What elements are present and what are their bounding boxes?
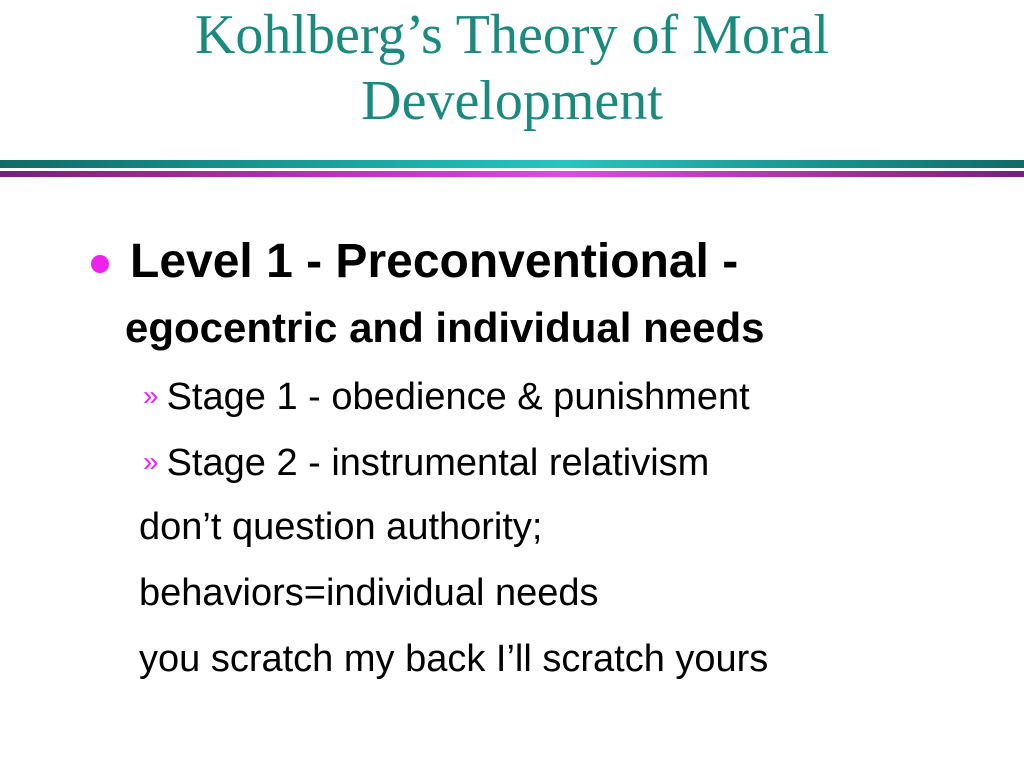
slide-title-line-2: Development: [361, 70, 663, 132]
level-heading-line-1: Level 1 - Preconventional -: [130, 235, 739, 288]
title-divider-magenta: [0, 171, 1024, 177]
note-line-1: don’t question authority;: [139, 506, 543, 548]
stage-item-1: [143, 372, 750, 421]
double-chevron-icon: »: [143, 446, 159, 477]
stage-item-2-label: Stage 2 - instrumental relativism: [166, 442, 710, 484]
slide-title: [0, 2, 1024, 134]
stage-item-2: [143, 438, 709, 487]
note-line-3: you scratch my back I’ll scratch yours: [139, 638, 769, 680]
title-divider-teal: [0, 160, 1024, 168]
stage-item-1-label: Stage 1 - obedience & punishment: [166, 376, 750, 418]
slide-title-line-1: Kohlberg’s Theory of Moral: [194, 4, 830, 66]
note-line-2: behaviors=individual needs: [139, 572, 599, 614]
double-chevron-icon: »: [143, 380, 159, 411]
level-heading-line-2: egocentric and individual needs: [125, 304, 765, 351]
bullet-dot-icon: [91, 255, 109, 273]
